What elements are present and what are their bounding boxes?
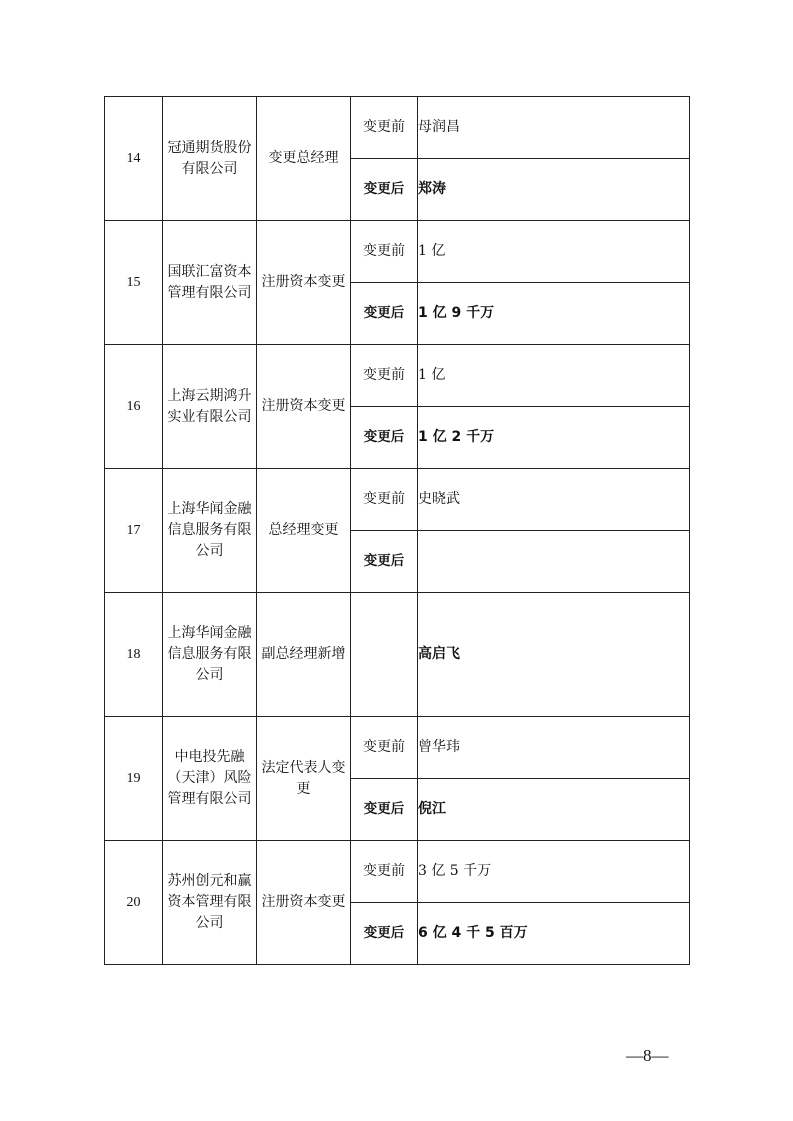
row-number: 14 bbox=[105, 97, 163, 221]
company-name: 国联汇富资本管理有限公司 bbox=[163, 221, 257, 345]
before-label: 变更前 bbox=[351, 97, 418, 159]
before-label: 变更前 bbox=[351, 717, 418, 779]
change-type: 注册资本变更 bbox=[257, 345, 351, 469]
table-row bbox=[105, 841, 690, 903]
row-number: 18 bbox=[105, 593, 163, 717]
before-value: 1 亿 bbox=[418, 345, 690, 407]
change-type: 法定代表人变更 bbox=[257, 717, 351, 841]
table-row bbox=[105, 469, 690, 531]
company-name: 苏州创元和赢资本管理有限公司 bbox=[163, 841, 257, 965]
before-label: 变更前 bbox=[351, 841, 418, 903]
change-type: 变更总经理 bbox=[257, 97, 351, 221]
table-row bbox=[105, 593, 690, 717]
before-value: 曾华玮 bbox=[418, 717, 690, 779]
change-type: 注册资本变更 bbox=[257, 221, 351, 345]
table-row bbox=[105, 97, 690, 159]
table-row bbox=[105, 221, 690, 283]
new-value: 高启飞 bbox=[418, 593, 690, 717]
after-value: 1 亿 2 千万 bbox=[418, 407, 690, 469]
company-name: 冠通期货股份有限公司 bbox=[163, 97, 257, 221]
after-value: 郑涛 bbox=[418, 159, 690, 221]
company-name: 上海云期鸿升实业有限公司 bbox=[163, 345, 257, 469]
before-value: 母润昌 bbox=[418, 97, 690, 159]
change-type: 总经理变更 bbox=[257, 469, 351, 593]
change-type: 注册资本变更 bbox=[257, 841, 351, 965]
page-number: —8— bbox=[626, 1046, 669, 1065]
before-label: 变更前 bbox=[351, 469, 418, 531]
before-value: 3 亿 5 千万 bbox=[418, 841, 690, 903]
before-label: 变更前 bbox=[351, 345, 418, 407]
company-name: 上海华闻金融信息服务有限公司 bbox=[163, 593, 257, 717]
table-row bbox=[105, 717, 690, 779]
after-value: 6 亿 4 千 5 百万 bbox=[418, 903, 690, 965]
registration-changes-table bbox=[104, 96, 690, 965]
before-value: 史晓武 bbox=[418, 469, 690, 531]
row-number: 17 bbox=[105, 469, 163, 593]
row-number: 19 bbox=[105, 717, 163, 841]
company-name: 上海华闻金融信息服务有限公司 bbox=[163, 469, 257, 593]
after-label: 变更后 bbox=[351, 159, 418, 221]
change-type: 副总经理新增 bbox=[257, 593, 351, 717]
row-number: 20 bbox=[105, 841, 163, 965]
after-label: 变更后 bbox=[351, 903, 418, 965]
empty-label-cell bbox=[351, 593, 418, 717]
table-row bbox=[105, 345, 690, 407]
after-label: 变更后 bbox=[351, 779, 418, 841]
after-value: 1 亿 9 千万 bbox=[418, 283, 690, 345]
before-value: 1 亿 bbox=[418, 221, 690, 283]
company-name: 中电投先融（天津）风险管理有限公司 bbox=[163, 717, 257, 841]
after-label: 变更后 bbox=[351, 531, 418, 593]
before-label: 变更前 bbox=[351, 221, 418, 283]
after-label: 变更后 bbox=[351, 407, 418, 469]
after-value: 倪江 bbox=[418, 779, 690, 841]
after-label: 变更后 bbox=[351, 283, 418, 345]
after-value bbox=[418, 531, 690, 593]
row-number: 15 bbox=[105, 221, 163, 345]
row-number: 16 bbox=[105, 345, 163, 469]
